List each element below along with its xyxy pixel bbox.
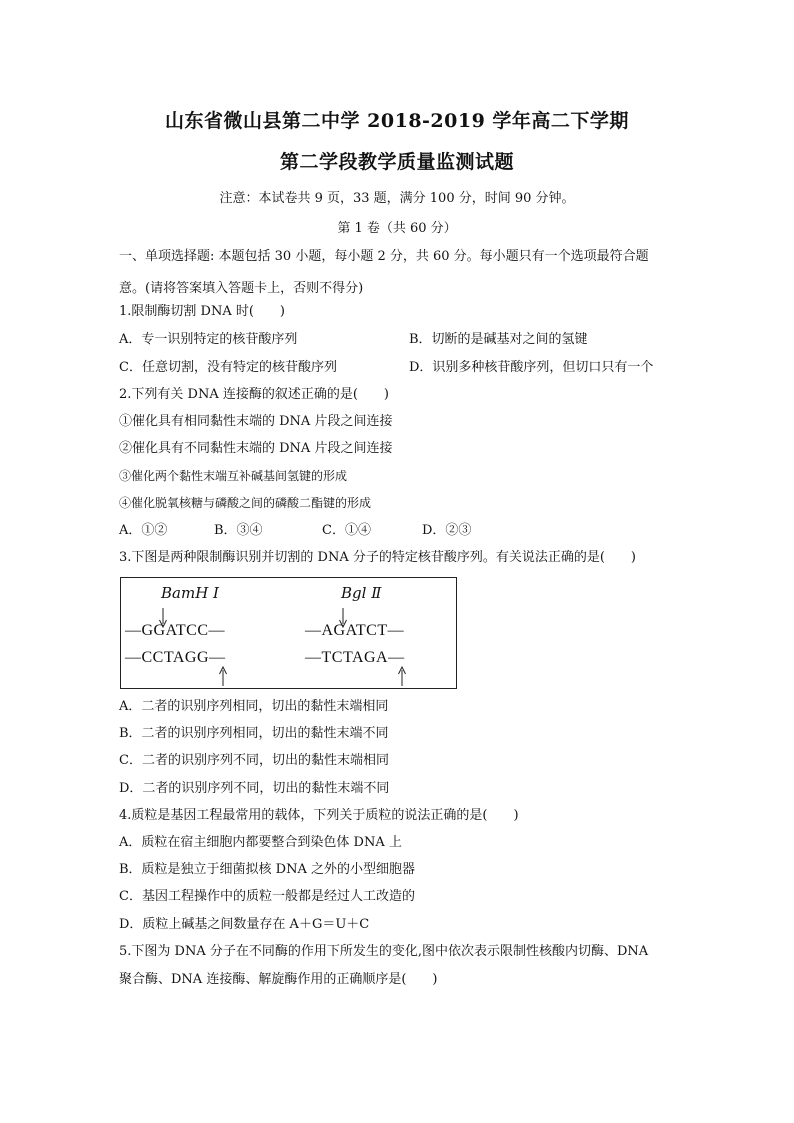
q5-stem-line2: 聚合酶、DNA 连接酶、解旋酶作用的正确顺序是( )	[119, 972, 438, 987]
bglii-top-strand: —AGATCT—	[305, 622, 405, 639]
q3-stem: 3.下图是两种限制酶识别并切割的 DNA 分子的特定核苷酸序列。有关说法正确的是( )	[119, 550, 636, 565]
enzyme-label-bglii: Bgl Ⅱ	[341, 584, 382, 602]
q2-statement-1: ①催化具有相同黏性末端的 DNA 片段之间连接	[119, 414, 393, 429]
exam-notice: 注意：本试卷共 9 页，33 题，满分 100 分，时间 90 分钟。	[219, 191, 575, 206]
q2-option-b: B．③④	[214, 523, 263, 538]
q1-option-b: B．切断的是碱基对之间的氢键	[409, 332, 588, 347]
q3-option-d: D．二者的识别序列不同，切出的黏性末端不同	[119, 781, 390, 796]
section-intro-line2: 意。(请将答案填入答题卡上，否则不得分)	[119, 281, 364, 296]
q4-option-b: B．质粒是独立于细菌拟核 DNA 之外的小型细胞器	[119, 862, 416, 877]
q2-statement-2: ②催化具有不同黏性末端的 DNA 片段之间连接	[119, 441, 393, 456]
part-heading: 第 1 卷（共 60 分）	[337, 221, 457, 236]
q4-option-d: D．质粒上碱基之间数量存在 A＋G＝U＋C	[119, 917, 370, 932]
q5-stem-line1: 5.下图为 DNA 分子在不同酶的作用下所发生的变化,图中依次表示限制性核酸内切酶、DNA	[119, 944, 649, 959]
q2-stem: 2.下列有关 DNA 连接酶的叙述正确的是( )	[119, 387, 389, 402]
q1-option-d: D．识别多种核苷酸序列，但切口只有一个	[409, 360, 654, 375]
enzyme-label-bamhi: BamH Ⅰ	[161, 584, 219, 602]
bamhi-top-strand: —GGATCC—	[125, 622, 226, 639]
q1-option-a: A．专一识别特定的核苷酸序列	[119, 332, 298, 347]
q4-stem: 4.质粒是基因工程最常用的载体，下列关于质粒的说法正确的是( )	[119, 808, 519, 823]
cut-arrow-up-icon	[218, 666, 228, 686]
q4-option-a: A．质粒在宿主细胞内都要整合到染色体 DNA 上	[119, 835, 402, 850]
q2-statement-3: ③催化两个黏性末端互补碱基间氢键的形成	[119, 469, 348, 483]
q2-option-c: C．①④	[322, 523, 371, 538]
q3-option-a: A．二者的识别序列相同，切出的黏性末端相同	[119, 699, 389, 714]
q2-option-a: A．①②	[119, 523, 168, 538]
bglii-bottom-strand: —TCTAGA—	[305, 649, 405, 666]
q3-option-c: C．二者的识别序列不同，切出的黏性末端相同	[119, 753, 389, 768]
q4-option-c: C．基因工程操作中的质粒一般都是经过人工改造的	[119, 889, 415, 904]
restriction-site-figure	[120, 577, 457, 689]
section-intro-line1: 一、单项选择题: 本题包括 30 小题，每小题 2 分，共 60 分。每小题只有一个选项最符合题	[119, 249, 649, 264]
exam-title-line1: 山东省微山县第二中学 2018-2019 学年高二下学期	[165, 110, 629, 132]
q1-stem: 1.限制酶切割 DNA 时( )	[119, 304, 285, 319]
q3-option-b: B．二者的识别序列相同，切出的黏性末端不同	[119, 726, 389, 741]
q2-statement-4: ④催化脱氧核糖与磷酸之间的磷酸二酯键的形成	[119, 496, 372, 510]
exam-title-line2: 第二学段教学质量监测试题	[279, 151, 514, 173]
cut-arrow-up-icon	[397, 666, 407, 686]
q2-option-d: D．②③	[422, 523, 472, 538]
q1-option-c: C．任意切割，没有特定的核苷酸序列	[119, 360, 337, 375]
bamhi-bottom-strand: —CCTAGG—	[125, 649, 226, 666]
